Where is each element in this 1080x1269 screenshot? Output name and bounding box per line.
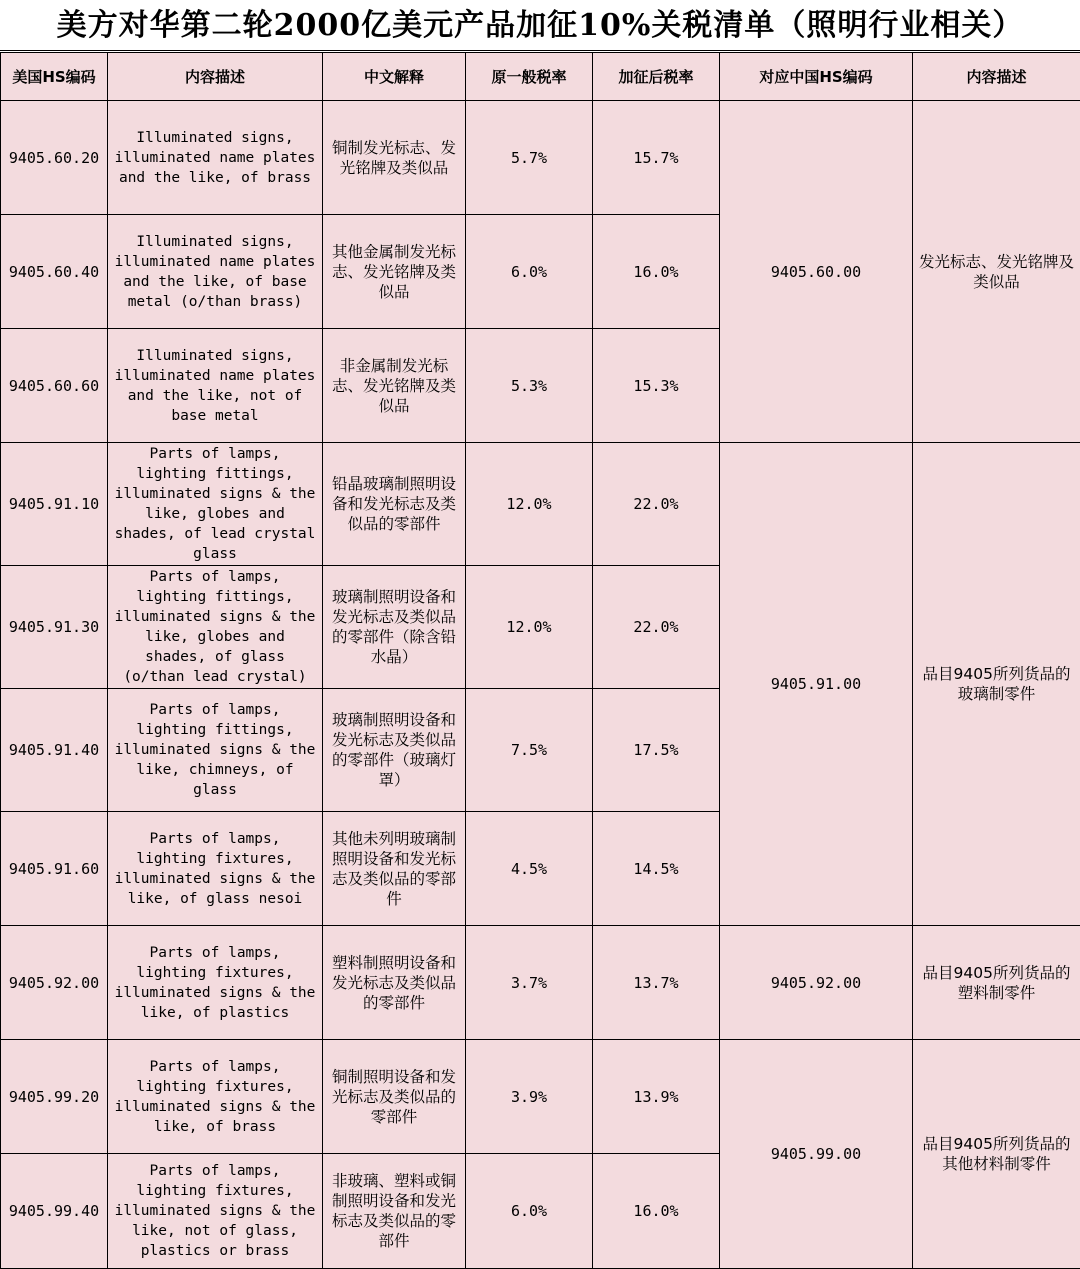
cn-code-cell: 9405.60.00 xyxy=(720,101,913,443)
cn-code-cell: 9405.92.00 xyxy=(720,926,913,1040)
new-rate-cell: 17.5% xyxy=(593,689,720,812)
header-new-rate: 加征后税率 xyxy=(593,53,720,101)
us-code-cell: 9405.91.10 xyxy=(1,443,108,566)
new-rate-cell: 22.0% xyxy=(593,566,720,689)
tariff-table xyxy=(0,52,1080,1269)
table-row xyxy=(1,1040,1080,1154)
header-base-rate: 原一般税率 xyxy=(466,53,593,101)
chinese-explanation-cell: 非金属制发光标志、发光铭牌及类似品 xyxy=(323,329,466,443)
header-chinese-explanation: 中文解释 xyxy=(323,53,466,101)
us-code-cell: 9405.91.60 xyxy=(1,812,108,926)
cn-code-cell: 9405.99.00 xyxy=(720,1040,913,1269)
us-code-cell: 9405.60.20 xyxy=(1,101,108,215)
base-rate-cell: 4.5% xyxy=(466,812,593,926)
new-rate-cell: 16.0% xyxy=(593,215,720,329)
cn-description-cell: 品目9405所列货品的塑料制零件 xyxy=(913,926,1080,1040)
base-rate-cell: 12.0% xyxy=(466,566,593,689)
new-rate-cell: 13.9% xyxy=(593,1040,720,1154)
us-code-cell: 9405.99.40 xyxy=(1,1154,108,1269)
new-rate-cell: 22.0% xyxy=(593,443,720,566)
chinese-explanation-cell: 玻璃制照明设备和发光标志及类似品的零部件（玻璃灯罩） xyxy=(323,689,466,812)
description-cell: Parts of lamps, lighting fixtures, illuminated signs & the like, of brass xyxy=(108,1040,323,1154)
cn-description-cell: 品目9405所列货品的玻璃制零件 xyxy=(913,443,1080,926)
base-rate-cell: 5.7% xyxy=(466,101,593,215)
base-rate-cell: 12.0% xyxy=(466,443,593,566)
table-row xyxy=(1,926,1080,1040)
description-cell: Parts of lamps, lighting fittings, illuminated signs & the like, globes and shades, of glass (o/than lead crystal) xyxy=(108,566,323,689)
chinese-explanation-cell: 塑料制照明设备和发光标志及类似品的零部件 xyxy=(323,926,466,1040)
base-rate-cell: 3.9% xyxy=(466,1040,593,1154)
new-rate-cell: 16.0% xyxy=(593,1154,720,1269)
chinese-explanation-cell: 非玻璃、塑料或铜制照明设备和发光标志及类似品的零部件 xyxy=(323,1154,466,1269)
us-code-cell: 9405.60.40 xyxy=(1,215,108,329)
description-cell: Parts of lamps, lighting fixtures, illuminated signs & the like, of glass nesoi xyxy=(108,812,323,926)
base-rate-cell: 5.3% xyxy=(466,329,593,443)
header-cn-description: 内容描述 xyxy=(913,53,1080,101)
description-cell: Parts of lamps, lighting fittings, illuminated signs & the like, globes and shades, of lead crystal glass xyxy=(108,443,323,566)
description-cell: Illuminated signs, illuminated name plates and the like, of brass xyxy=(108,101,323,215)
chinese-explanation-cell: 铜制照明设备和发光标志及类似品的零部件 xyxy=(323,1040,466,1154)
new-rate-cell: 14.5% xyxy=(593,812,720,926)
new-rate-cell: 15.3% xyxy=(593,329,720,443)
base-rate-cell: 6.0% xyxy=(466,1154,593,1269)
header-cn-hs-code: 对应中国HS编码 xyxy=(720,53,913,101)
base-rate-cell: 6.0% xyxy=(466,215,593,329)
chinese-explanation-cell: 其他金属制发光标志、发光铭牌及类似品 xyxy=(323,215,466,329)
header-row xyxy=(1,53,1080,101)
chinese-explanation-cell: 铅晶玻璃制照明设备和发光标志及类似品的零部件 xyxy=(323,443,466,566)
header-us-hs-code: 美国HS编码 xyxy=(1,53,108,101)
us-code-cell: 9405.60.60 xyxy=(1,329,108,443)
us-code-cell: 9405.91.30 xyxy=(1,566,108,689)
new-rate-cell: 15.7% xyxy=(593,101,720,215)
base-rate-cell: 3.7% xyxy=(466,926,593,1040)
base-rate-cell: 7.5% xyxy=(466,689,593,812)
us-code-cell: 9405.99.20 xyxy=(1,1040,108,1154)
description-cell: Illuminated signs, illuminated name plates and the like, of base metal (o/than brass) xyxy=(108,215,323,329)
chinese-explanation-cell: 其他未列明玻璃制照明设备和发光标志及类似品的零部件 xyxy=(323,812,466,926)
chinese-explanation-cell: 玻璃制照明设备和发光标志及类似品的零部件（除含铅水晶） xyxy=(323,566,466,689)
cn-code-cell: 9405.91.00 xyxy=(720,443,913,926)
header-description: 内容描述 xyxy=(108,53,323,101)
us-code-cell: 9405.92.00 xyxy=(1,926,108,1040)
description-cell: Illuminated signs, illuminated name plates and the like, not of base metal xyxy=(108,329,323,443)
us-code-cell: 9405.91.40 xyxy=(1,689,108,812)
table-row xyxy=(1,101,1080,215)
cn-description-cell: 品目9405所列货品的其他材料制零件 xyxy=(913,1040,1080,1269)
table-row xyxy=(1,443,1080,566)
description-cell: Parts of lamps, lighting fittings, illuminated signs & the like, chimneys, of glass xyxy=(108,689,323,812)
page-title: 美方对华第二轮2000亿美元产品加征10%关税清单（照明行业相关） xyxy=(0,0,1080,51)
chinese-explanation-cell: 铜制发光标志、发光铭牌及类似品 xyxy=(323,101,466,215)
description-cell: Parts of lamps, lighting fixtures, illuminated signs & the like, of plastics xyxy=(108,926,323,1040)
cn-description-cell: 发光标志、发光铭牌及类似品 xyxy=(913,101,1080,443)
new-rate-cell: 13.7% xyxy=(593,926,720,1040)
description-cell: Parts of lamps, lighting fixtures, illuminated signs & the like, not of glass, plastics or brass xyxy=(108,1154,323,1269)
